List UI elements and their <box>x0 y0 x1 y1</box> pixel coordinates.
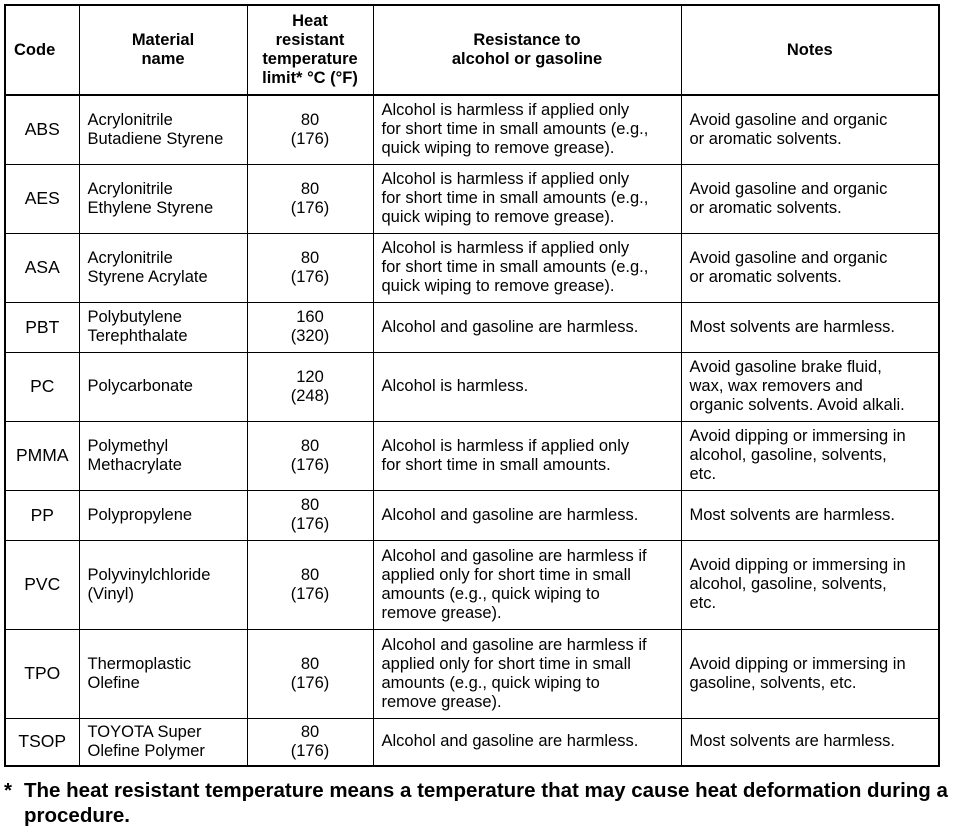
temperature-cell: 120 (248) <box>247 352 373 421</box>
header-code: Code <box>5 5 79 95</box>
header-row <box>5 5 939 95</box>
notes-cell: Most solvents are harmless. <box>681 302 939 352</box>
resistance-cell: Alcohol and gasoline are harmless. <box>373 718 681 766</box>
notes-cell: Avoid dipping or immersing in alcohol, gasoline, solvents, etc. <box>681 421 939 490</box>
header-resistance: Resistance to alcohol or gasoline <box>373 5 681 95</box>
temperature-cell: 80 (176) <box>247 540 373 629</box>
notes-cell: Avoid gasoline and organic or aromatic solvents. <box>681 164 939 233</box>
notes-cell: Avoid dipping or immersing in gasoline, solvents, etc. <box>681 629 939 718</box>
resistance-cell: Alcohol and gasoline are harmless. <box>373 302 681 352</box>
resistance-cell: Alcohol is harmless if applied only for short time in small amounts. <box>373 421 681 490</box>
temperature-cell: 80 (176) <box>247 490 373 540</box>
material-name-cell: Thermoplastic Olefine <box>79 629 247 718</box>
code-cell: TSOP <box>5 718 79 766</box>
footnote <box>4 778 954 828</box>
code-cell: ASA <box>5 233 79 302</box>
header-material-name: Material name <box>79 5 247 95</box>
table-row-pc <box>5 352 939 421</box>
table-row-tpo <box>5 629 939 718</box>
notes-cell: Avoid gasoline brake fluid, wax, wax removers and organic solvents. Avoid alkali. <box>681 352 939 421</box>
code-cell: PC <box>5 352 79 421</box>
resistance-cell: Alcohol is harmless. <box>373 352 681 421</box>
temperature-cell: 80 (176) <box>247 95 373 164</box>
header-heat-resistant-temperature: Heat resistant temperature limit* °C (°F) <box>247 5 373 95</box>
resistance-cell: Alcohol and gasoline are harmless if applied only for short time in small amounts (e.g., quick wiping to remove grease). <box>373 629 681 718</box>
material-name-cell: Polycarbonate <box>79 352 247 421</box>
temperature-cell: 80 (176) <box>247 233 373 302</box>
header-notes: Notes <box>681 5 939 95</box>
material-name-cell: Acrylonitrile Butadiene Styrene <box>79 95 247 164</box>
temperature-cell: 160 (320) <box>247 302 373 352</box>
code-cell: AES <box>5 164 79 233</box>
table-row-abs <box>5 95 939 164</box>
resistance-cell: Alcohol and gasoline are harmless. <box>373 490 681 540</box>
temperature-cell: 80 (176) <box>247 629 373 718</box>
resistance-cell: Alcohol is harmless if applied only for short time in small amounts (e.g., quick wiping to remove grease). <box>373 233 681 302</box>
code-cell: ABS <box>5 95 79 164</box>
table-row-pmma <box>5 421 939 490</box>
plastics-resistance-table <box>4 4 940 767</box>
notes-cell: Avoid dipping or immersing in alcohol, gasoline, solvents, etc. <box>681 540 939 629</box>
resistance-cell: Alcohol is harmless if applied only for short time in small amounts (e.g., quick wiping to remove grease). <box>373 95 681 164</box>
notes-cell: Avoid gasoline and organic or aromatic solvents. <box>681 95 939 164</box>
material-name-cell: Polybutylene Terephthalate <box>79 302 247 352</box>
material-name-cell: Polypropylene <box>79 490 247 540</box>
table-row-aes <box>5 164 939 233</box>
notes-cell: Most solvents are harmless. <box>681 490 939 540</box>
notes-cell: Avoid gasoline and organic or aromatic solvents. <box>681 233 939 302</box>
code-cell: PVC <box>5 540 79 629</box>
footnote-asterisk: * <box>4 779 12 802</box>
code-cell: TPO <box>5 629 79 718</box>
material-name-cell: Polymethyl Methacrylate <box>79 421 247 490</box>
material-name-cell: Acrylonitrile Styrene Acrylate <box>79 233 247 302</box>
table-header <box>5 5 939 95</box>
temperature-cell: 80 (176) <box>247 718 373 766</box>
table-row-pbt <box>5 302 939 352</box>
material-name-cell: Polyvinylchloride (Vinyl) <box>79 540 247 629</box>
table-body <box>5 95 939 766</box>
material-name-cell: TOYOTA Super Olefine Polymer <box>79 718 247 766</box>
table-row-tsop <box>5 718 939 766</box>
code-cell: PMMA <box>5 421 79 490</box>
material-name-cell: Acrylonitrile Ethylene Styrene <box>79 164 247 233</box>
table-row-pp <box>5 490 939 540</box>
code-cell: PP <box>5 490 79 540</box>
resistance-cell: Alcohol is harmless if applied only for short time in small amounts (e.g., quick wiping to remove grease). <box>373 164 681 233</box>
code-cell: PBT <box>5 302 79 352</box>
footnote-text: The heat resistant temperature means a temperature that may cause heat deformation during a procedure. <box>24 779 948 827</box>
temperature-cell: 80 (176) <box>247 164 373 233</box>
notes-cell: Most solvents are harmless. <box>681 718 939 766</box>
table-row-asa <box>5 233 939 302</box>
resistance-cell: Alcohol and gasoline are harmless if applied only for short time in small amounts (e.g., quick wiping to remove grease). <box>373 540 681 629</box>
temperature-cell: 80 (176) <box>247 421 373 490</box>
table-row-pvc <box>5 540 939 629</box>
